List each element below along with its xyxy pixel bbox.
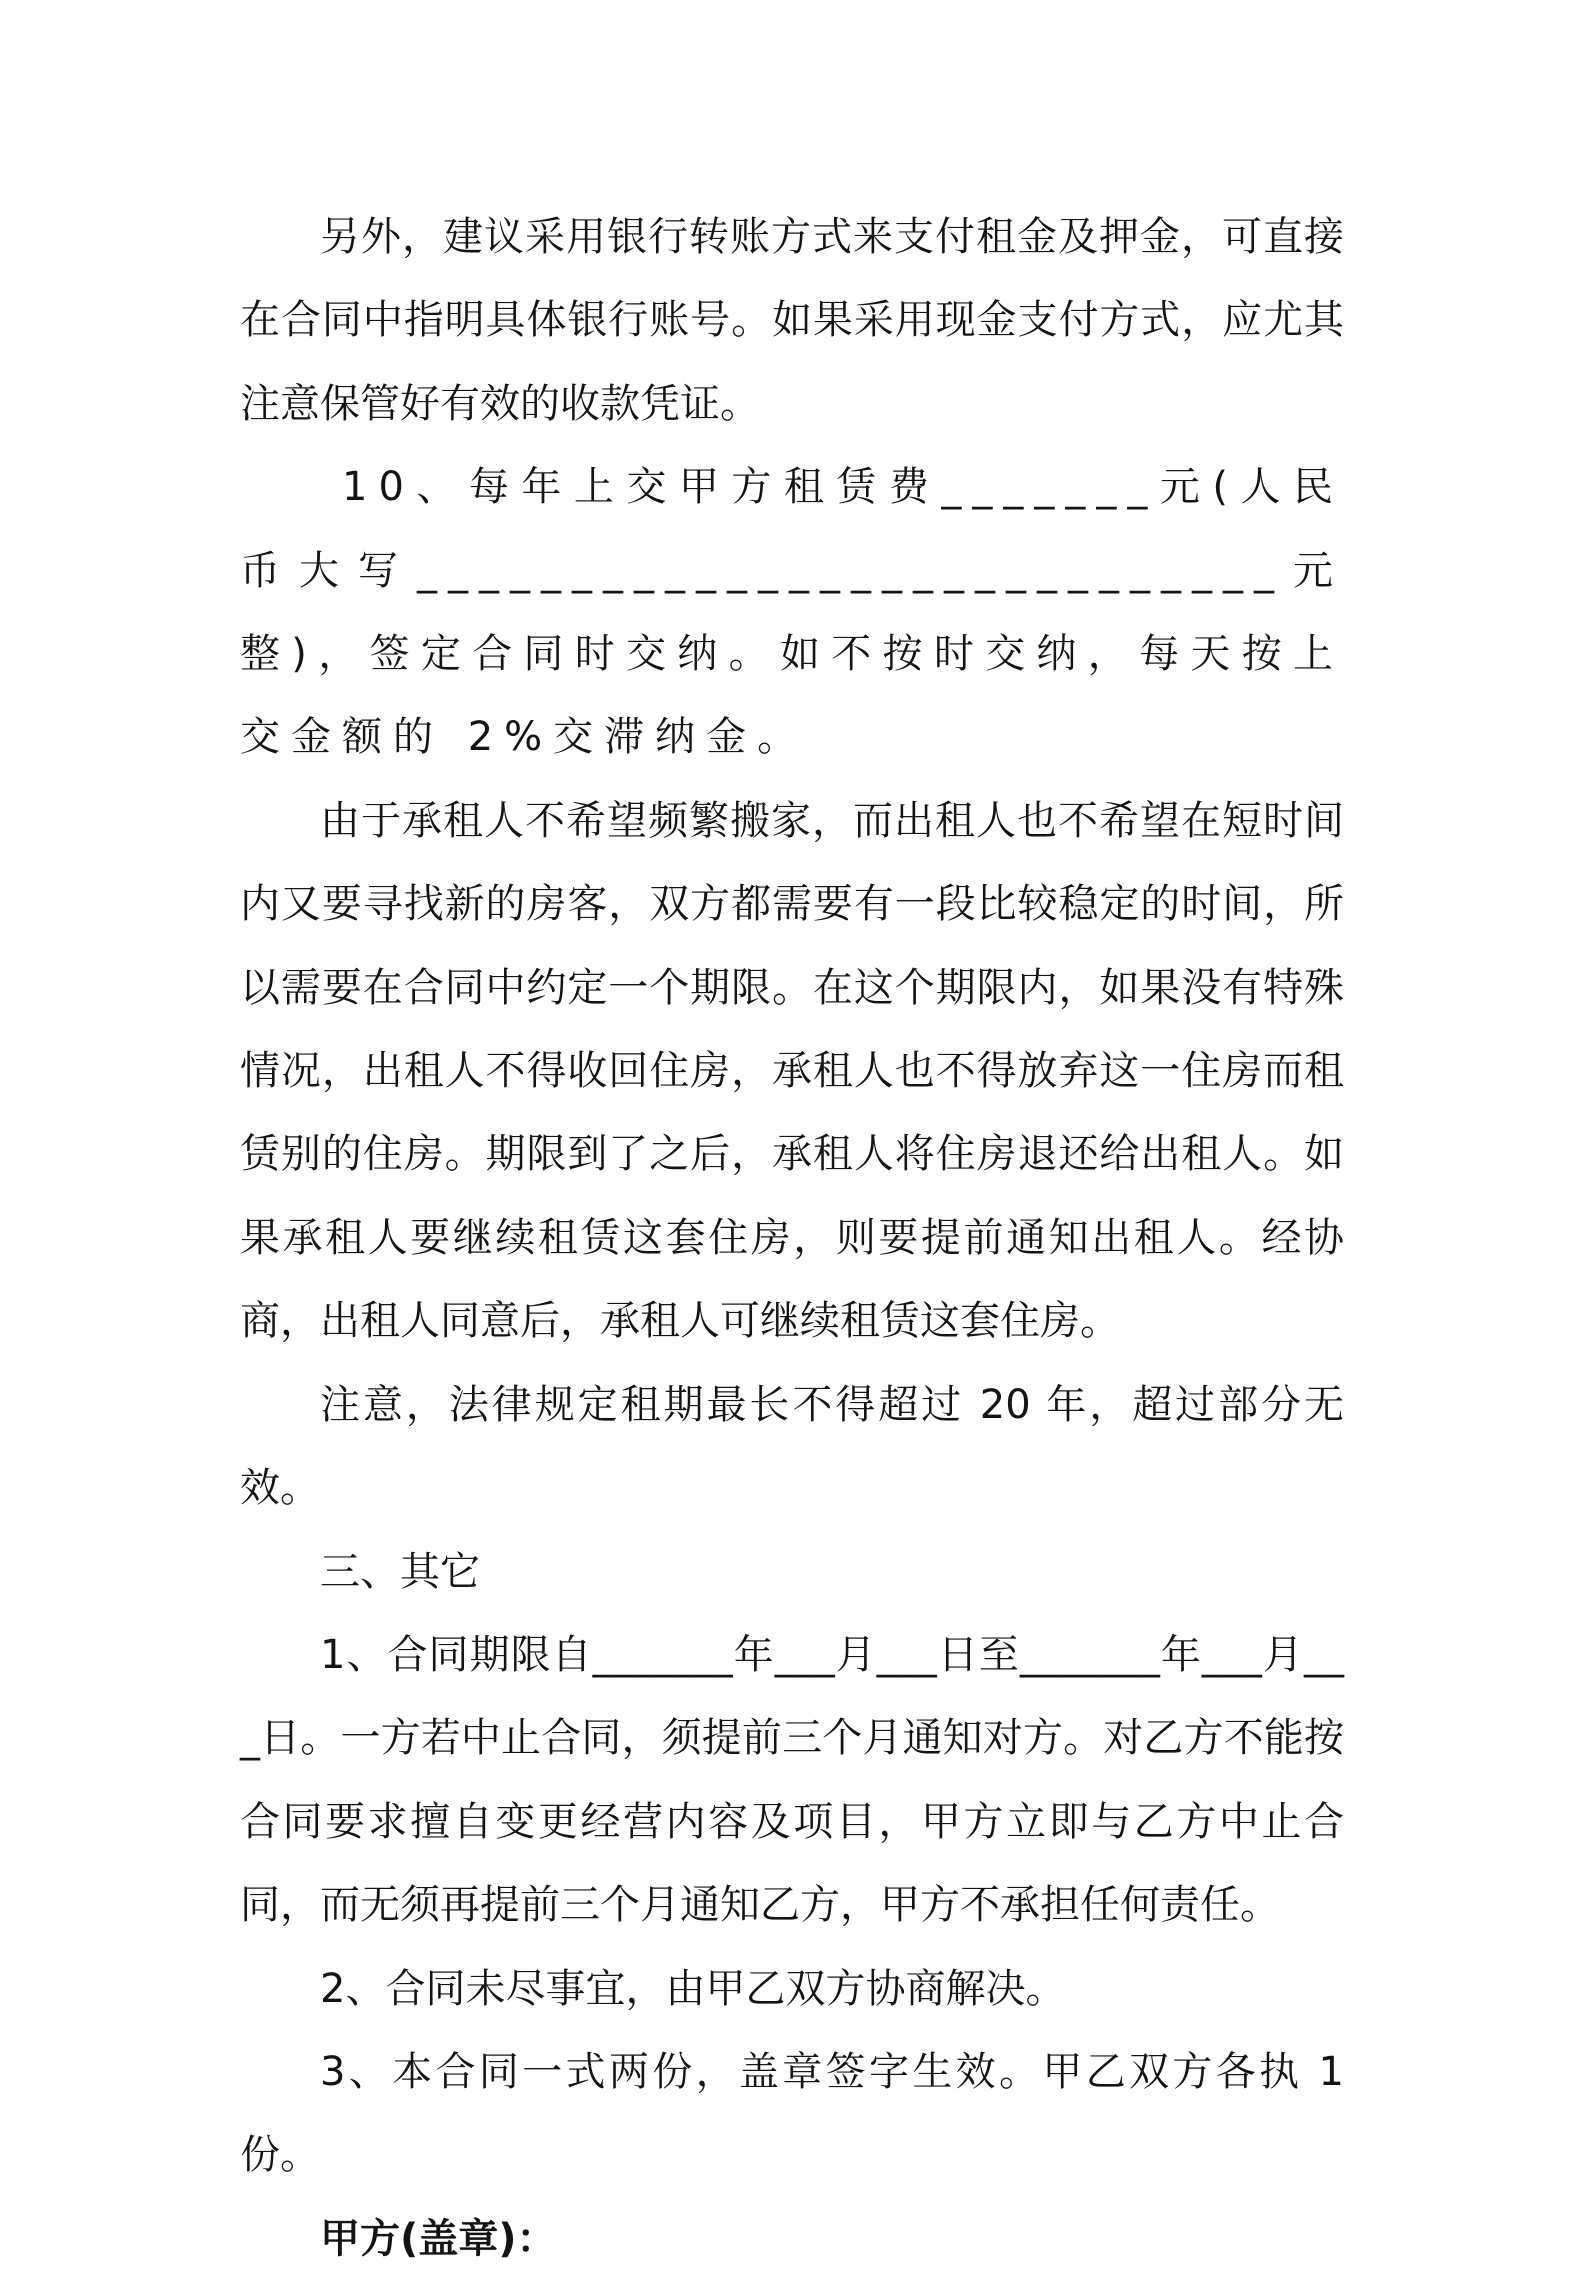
section-heading-other: 三、其它: [320, 1548, 480, 1595]
paragraph-payment-method: 另外，建议采用银行转账方式来支付租金及押金，可直接在合同中指明具体银行账号。如果采用现金支付方式，应尤其注意保管好有效的收款凭证。: [240, 214, 1344, 427]
paragraph-clause-1-term: 1、合同期限自_______年___月___日至_______年___月___日。一方若中止合同，须提前三个月通知对方。对乙方不能按合同要求擅自变更经营内容及项目，甲方立即与乙方中止合同，而无须再提前三个月通知乙方，甲方不承担任何责任。: [240, 1631, 1344, 1929]
paragraph-clause-3-copies: 3、本合同一式两份，盖章签字生效。甲乙双方各执 1 份。: [240, 2048, 1357, 2179]
paragraph-clause-2-other-matters: 2、合同未尽事宜，由甲乙双方协商解决。: [320, 1965, 1066, 2012]
paragraph-lease-term-explanation: 由于承租人不希望频繁搬家，而出租人也不希望在短时间内又要寻找新的房客，双方都需要有一段比较稳定的时间，所以需要在合同中约定一个期限。在这个期限内，如果没有特殊情况，出租人不得收回住房，承租人也不得放弃这一住房而租赁别的住房。期限到了之后，承租人将住房退还给出租人。如果承租人要继续租赁这套住房，则要提前通知出租人。经协商，出租人同意后，承租人可继续租赁这套住房。: [240, 797, 1344, 1345]
party-a-seal-label: 甲方(盖章)：: [320, 2215, 557, 2262]
document-body: [240, 196, 1357, 2281]
paragraph-max-term-note: 注意，法律规定租期最长不得超过 20 年，超过部分无效。: [240, 1381, 1344, 1512]
paragraph-clause-10-rent: 10、每年上交甲方租赁费_______元(人民币大写____________________________元整)，签定合同时交纳。如不按时交纳，每天按上交金额的 2%交滞纳金。: [240, 464, 1344, 761]
